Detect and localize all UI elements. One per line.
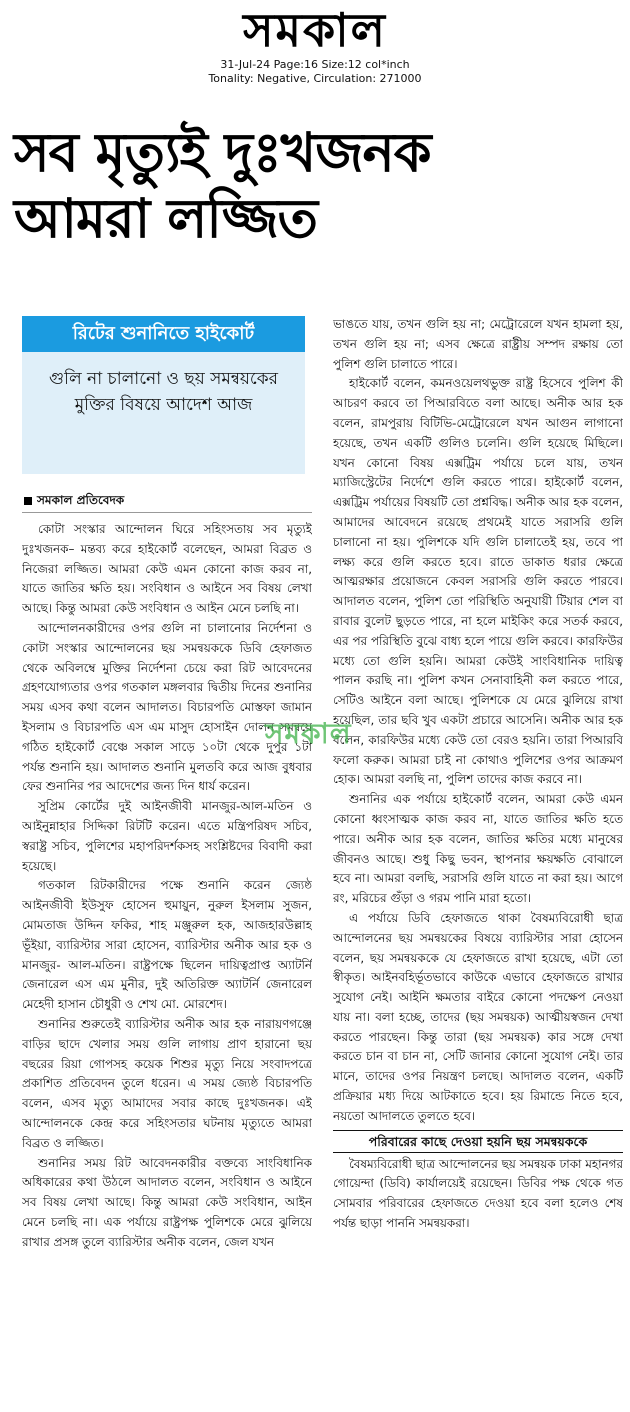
- paragraph: গতকাল রিটকারীদের পক্ষে শুনানি করেন জ্যেষ্ঠ আইনজীবী ইউসুফ হোসেন হুমায়ুন, নুরুল ইসলাম সুজন, মোমতাজ উদ্দিন ফকির, শাহ মঞ্জুরুল হক, আজহারউল্লাহ ভূঁইয়া, ব্যারিস্টার সারা হোসেন, ব্যারিস্টার অনীক আর হক ও মানজুর- আল-মতিন। রাষ্ট্রপক্ষে ছিলেন দায়িত্বপ্রাপ্ত অ্যাটর্নি জেনারেল এস এম মুনীর, দুই অতিরিক্ত অ্যাটর্নি জেনারেল মেহেদী হাসান চৌধুরী ও শেখ মো. মোরশেদ।: [22, 878, 312, 1012]
- paragraph: হাইকোর্ট বলেন, কমনওয়েলথভুক্ত রাষ্ট্র হিসেবে পুলিশ কী আচরণ করবে তা পিআরবিতে বলা আছে। অনীক আর হক বলেন, রামপুরায় বিটিভি-মেট্রোরেলে যখন আগুন লাগানো হয়েছে, তখন একটি গুলিও চলেনি। গুলি হয়েছে মিছিলে। যখন কোনো বিষয় এক্সট্রিম পর্যায়ে চলে যায়, তখন ম্যাজিস্ট্রেটের নির্দেশে গুলি করতে পারে। হাইকোর্ট বলেন, এক্সট্রিম পর্যায়ের বিষয়টি তো প্রশ্নবিদ্ধ। অনীক আর হক বলেন, আমাদের আবেদনে রয়েছে প্রথমেই যাতে সরাসরি গুলি চালানো না হয়। পুলিশকে যদি গুলি চালাতেই হয়, তবে পা লক্ষ্য করে গুলি করতে হবে। রাতে ডাকাত ধরার ক্ষেত্রে আত্মরক্ষার প্রয়োজনে কেবল সরাসরি গুলি করতে পারবে। আদালত বলেন, পুলিশ তো পরিস্থিতি অনুযায়ী টিয়ার শেল বা রাবার বুলেট ছুড়তে পারে, না হলে মাইকিং করে সতর্ক করবে, এর পর পরিস্থিতি বুঝে বাধ্য হলে পায়ে গুলি করবে। কারফিউর মধ্যে তো গুলি হয়নি। আমরা কেউই সাংবিধানিক দায়িত্ব পালন করছি না। পুলিশ কখন সেনাবাহিনী কল করতে পারে, সেটিও আইনে বলা আছে। পুলিশকে যে মেরে ঝুলিয়ে রাখা হয়েছিল, তার ছবি খুব একটা প্রচারে আসেনি। অনীক আর হক বলেন, কারফিউর মধ্যে কেউ তো বেরও হয়নি। তারা পিআরবি ফলো করুক। আমরা চাই না কোথাও পুলিশের ওপর আক্রমণ হোক। আমরা বলছি না, পুলিশ তাদের কাজ করবে না।: [333, 376, 623, 787]
- tonality-info: Tonality: Negative, Circulation: 271000: [208, 72, 422, 85]
- byline-divider: [22, 512, 312, 513]
- square-bullet-icon: [24, 497, 32, 505]
- byline-text: সমকাল প্রতিবেদক: [37, 493, 125, 507]
- article-column-right: [333, 315, 623, 1410]
- subsection-title: পরিবারের কাছে দেওয়া হয়নি ছয় সমন্বয়ককে: [333, 1130, 623, 1153]
- masthead: [0, 0, 630, 86]
- byline: [24, 492, 309, 512]
- paragraph: শুনানির সময় রিট আবেদনকারীর বক্তব্যে সাংবিধানিক অধিকারের কথা উঠলে আদালত বলেন, সংবিধান ও আইনে সব বিষয় লেখা আছে। কিন্তু আমরা কেউ সংবিধান, আইন মেনে চলছি না। এক পর্যায়ে রাষ্ট্রপক্ষ পুলিশকে মেরে ঝুলিয়ে রাখার প্রসঙ্গ তুলে ব্যারিস্টার অনীক বলেন, জেল যখন: [22, 1155, 312, 1249]
- paragraph: আন্দোলনকারীদের ওপর গুলি না চালানোর নির্দেশনা ও কোটা সংস্কার আন্দোলনের ছয় সমন্বয়ককে ডিবি হেফাজত থেকে অবিলম্বে মুক্তির নির্দেশনা চেয়ে করা রিট আবেদনের গ্রহণযোগ্যতার ওপর গতকাল মঙ্গলবার দ্বিতীয় দিনের শুনানির সময় এসব কথা বলেন আদালত। বিচারপতি মোস্তফা জামান ইসলাম ও বিচারপতি এস এম মাসুদ হোসাইন দোলন সমন্বয়ে গঠিত হাইকোর্ট বেঞ্চে সকাল সাড়ে ১০টা থেকে দুপুর ১টা পর্যন্ত শুনানি হয়। আদালত শুনানি মুলতবি করে আজ বুধবার ফের শুনানির পর আদেশের জন্য দিন ধার্য করেন।: [22, 620, 312, 794]
- paragraph: বৈষম্যবিরোধী ছাত্র আন্দোলনের ছয় সমন্বয়ক ঢাকা মহানগর গোয়েন্দা (ডিবি) কার্যালয়েই রয়েছেন। ডিবির পক্ষ থেকে গত সোমবার পরিবারের হেফাজতে দেওয়া হবে বলা হলেও শেষ পর্যন্ত ছাড়া পাননি সমন্বয়করা।: [333, 1156, 623, 1231]
- headline-line-1: সব মৃত্যুই দুঃখজনক: [14, 121, 431, 184]
- article-column-left: [22, 520, 312, 1408]
- paragraph: শুনানির শুরুতেই ব্যারিস্টার অনীক আর হক নারায়ণগঞ্জে বাড়ির ছাদে খেলার সময় গুলি লাগায় প্রাণ হারানো ছয় বছরের রিয়া গোপসহ কয়েক শিশুর মৃত্যু নিয়ে সংবাদপত্রে প্রকাশিত প্রতিবেদন তুলে ধরেন। এ সময় জ্যেষ্ঠ বিচারপতি বলেন, এসব মৃত্যু আমাদের সবার কাছে দুঃখজনক। এই আন্দোলনকে কেন্দ্র করে সহিংসতার ঘটনায় মৃত্যুতে আমরা বিব্রত ও লজ্জিত।: [22, 1016, 312, 1150]
- subhead-box: [22, 352, 305, 474]
- paragraph-continued: ভাঙতে যায়, তখন গুলি হয় না; মেট্রোরেলে যখন হামলা হয়, তখন গুলি হয় না; এসব ক্ষেত্রে রাষ্ট্রীয় সম্পদ রক্ষায় তো পুলিশ গুলি চালাতে পারে।: [333, 317, 623, 371]
- headline-line-2: আমরা লজ্জিত: [14, 187, 318, 250]
- headline: [14, 120, 619, 252]
- paragraph: কোটা সংস্কার আন্দোলন ঘিরে সহিংসতায় সব মৃত্যুই দুঃখজনক– মন্তব্য করে হাইকোর্ট বলেছেন, আমরা বিব্রত ও নিজেরা লজ্জিত। আমরা কেউ এমন কোনো কাজ করব না, যাতে জাতির ক্ষতি হয়। সংবিধান ও আইনে সব বিষয় লেখা আছে। কিন্তু আমরা কেউ সংবিধান ও আইন মেনে চলছি না।: [22, 522, 312, 616]
- paragraph: শুনানির এক পর্যায়ে হাইকোর্ট বলেন, আমরা কেউ এমন কোনো ধ্বংসাত্মক কাজ করব না, যাতে জাতির ক্ষতি হতে পারে। অনীক আর হক বলেন, জাতির ক্ষতির মধ্যে মানুষের জীবনও আছে। শুধু কিছু ভবন, স্থাপনার ক্ষয়ক্ষতি বোঝালে হবে না। আমরা বলছি, সরাসরি গুলি যাতে না করা হয়। আগে রং, মরিচের গুঁড়া ও গরম পানি মারা হতো।: [333, 792, 623, 906]
- kicker-banner: রিটের শুনানিতে হাইকোর্ট: [22, 316, 305, 352]
- paragraph: এ পর্যায়ে ডিবি হেফাজতে থাকা বৈষম্যবিরোধী ছাত্র আন্দোলনের ছয় সমন্বয়কের বিষয়ে ব্যারিস্টার সারা হোসেন বলেন, ছয় সমন্বয়ককে যে হেফাজতে রাখা হয়েছে, এটা তো স্বীকৃত। আইনবহির্ভূতভাবে কাউকে এভাবে হেফাজতে রাখার সুযোগ নেই। আইনি ক্ষমতার বাইরে কোনো পদক্ষেপ নেওয়া যায় না। বলা হচ্ছে, তাদের (ছয় সমন্বয়ক) আত্মীয়স্বজন দেখা করতে পারছেন। কিন্তু তারা (ছয় সমন্বয়ক) কার সঙ্গে দেখা করতে চান বা চান না, সেটি জানার কোনো সুযোগ নেই। তার মানে, তাদের ওপর নিয়ন্ত্রণ চলছে। আদালত বলেন, একটি প্রক্রিয়ার মধ্য দিয়ে আটকাতে হবে। হয় রিমান্ডে নিতে হবে, নয়তো আদালতে তুলতে হবে।: [333, 910, 623, 1123]
- subhead: গুলি না চালানো ও ছয় সমন্বয়কের মুক্তির বিষয়ে আদেশ আজ: [49, 369, 278, 415]
- paragraph: সুপ্রিম কোর্টের দুই আইনজীবী মানজুর-আল-মতিন ও আইনুন্নাহার সিদ্দিকা রিটটি করেন। এতে মন্ত্রিপরিষদ সচিব, স্বরাষ্ট্র সচিব, পুলিশের মহাপরিদর্শকসহ সংশ্লিষ্টদের বিবাদী করা হয়েছে।: [22, 799, 312, 873]
- clip-info: 31-Jul-24 Page:16 Size:12 col*inch: [220, 58, 410, 71]
- newspaper-logo: সমকাল: [243, 3, 387, 57]
- publisher-watermark: সমকাল: [265, 717, 352, 750]
